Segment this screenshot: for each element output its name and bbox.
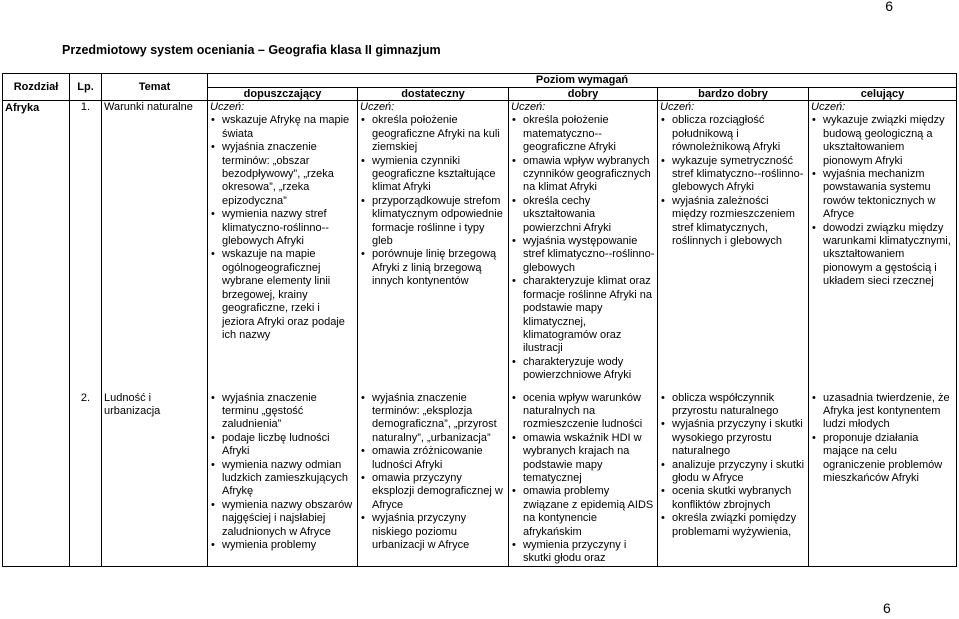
list-item: • wymienia nazwy stref klimatyczno-roślinno--glebowych Afryki [210,208,355,248]
cell-lp: 2. [70,385,102,567]
list-item: • wyjaśnia przyczyny niskiego poziomu urbanizacji w Afryce [360,512,506,552]
header-poziom-wymagan: Poziom wymagań [208,74,957,88]
requirements-table [2,73,957,567]
header-level-bardzo-dobry: bardzo dobry [658,87,809,101]
requirement-list [210,392,355,553]
requirement-list [660,114,806,248]
student-label: Uczeń: [210,101,245,113]
list-item: • wymienia problemy [210,539,355,552]
list-item: • przyporządkowuje strefom klimatycznym odpowiednie formacje roślinne i typy gleb [360,195,506,249]
list-item: • omawia zróżnicowanie ludności Afryki [360,445,506,472]
table-row [3,101,957,385]
requirement-list [360,392,506,553]
list-item: • określa położenie geograficzne Afryki na kuli ziemskiej [360,114,506,154]
list-item: • oblicza rozciągłość południkową i równoleżnikową Afryki [660,114,806,154]
student-label: Uczeń: [660,101,695,113]
list-item: • omawia wpływ wybranych czynników geograficznych na klimat Afryki [511,155,655,195]
header-level-dopuszczajacy: dopuszczający [208,87,358,101]
header-level-celujacy: celujący [809,87,957,101]
cell-rozdzial [3,385,70,567]
list-item: • charakteryzuje wody powierzchniowe Afryki [511,356,655,383]
student-label: Uczeń: [811,101,846,113]
cell-temat: Warunki naturalne [102,101,208,385]
student-label: Uczeń: [360,101,395,113]
cell-bardzo-dobry [658,385,809,567]
requirement-list [660,392,806,539]
cell-dostateczny [358,101,509,385]
list-item: • oblicza współczynnik przyrostu naturalnego [660,392,806,419]
list-item: • wymienia czynniki geograficzne kształtujące klimat Afryki [360,155,506,195]
requirement-list [511,114,655,382]
list-item: • porównuje linię brzegową Afryki z linią brzegową innych kontynentów [360,248,506,288]
list-item: • wyjaśnia przyczyny i skutki wysokiego przyrostu naturalnego [660,418,806,458]
cell-dopuszczajacy [208,385,358,567]
requirement-list [811,392,954,486]
list-item: • podaje liczbę ludności Afryki [210,432,355,459]
list-item: • uzasadnia twierdzenie, że Afryka jest kontynentem ludzi młodych [811,392,954,432]
list-item: • ocenia wpływ warunków naturalnych na rozmieszczenie ludności [511,392,655,432]
list-item: • wymienia nazwy obszarów najgęściej i najsłabiej zaludnionych w Afryce [210,499,355,539]
list-item: • analizuje przyczyny i skutki głodu w Afryce [660,459,806,486]
cell-dopuszczajacy [208,101,358,385]
document-title: Przedmiotowy system oceniania – Geografia klasa II gimnazjum [62,43,441,57]
list-item: • wyjaśnia znaczenie terminów: „eksplozja demograficzna”, „przyrost naturalny”, „urbanizacja” [360,392,506,446]
cell-dobry [509,385,658,567]
requirement-list [811,114,954,288]
header-temat: Temat [102,74,208,101]
cell-celujacy [809,101,957,385]
list-item: • ocenia skutki wybranych konfliktów zbrojnych [660,485,806,512]
list-item: • określa położenie matematyczno--geograficzne Afryki [511,114,655,154]
list-item: • omawia problemy związane z epidemią AIDS na kontynencie afrykańskim [511,485,655,539]
list-item: • wyjaśnia znaczenie terminu „gęstość zaludnienia” [210,392,355,432]
cell-dostateczny [358,385,509,567]
requirement-list [210,114,355,342]
page-number-top: 6 [885,0,893,14]
list-item: • dowodzi związku między warunkami klimatycznymi, ukształtowaniem pionowym a gęstością i układem sieci rzecznej [811,222,954,289]
header-level-dostateczny: dostateczny [358,87,509,101]
list-item: • wymienia przyczyny i skutki głodu oraz [511,539,655,566]
list-item: • proponuje działania mające na celu ograniczenie problemów mieszkańców Afryki [811,432,954,486]
cell-rozdzial: Afryka [3,101,70,385]
list-item: • wyjaśnia mechanizm powstawania systemu rowów tektonicznych w Afryce [811,168,954,222]
list-item: • określa cechy ukształtowania powierzchni Afryki [511,195,655,235]
cell-dobry [509,101,658,385]
list-item: • wyjaśnia znaczenie terminów: „obszar bezodpływowy”, „rzeka okresowa”, „rzeka epizodyczna” [210,141,355,208]
list-item: • wyjaśnia występowanie stref klimatyczno--roślinno-glebowych [511,235,655,275]
table-row [3,385,957,567]
list-item: • określa związki pomiędzy problemami wyżywienia, [660,512,806,539]
requirement-list [360,114,506,288]
page-number-bottom: 6 [883,600,891,616]
list-item: • charakteryzuje klimat oraz formacje roślinne Afryki na podstawie mapy klimatycznej, klimatogramów oraz ilustracji [511,275,655,355]
list-item: • omawia przyczyny eksplozji demograficznej w Afryce [360,472,506,512]
list-item: • wykazuje symetryczność stref klimatyczno--roślinno-glebowych Afryki [660,155,806,195]
list-item: • omawia wskaźnik HDI w wybranych krajach na podstawie mapy tematycznej [511,432,655,486]
student-label: Uczeń: [511,101,546,113]
list-item: • wskazuje Afrykę na mapie świata [210,114,355,141]
list-item: • wymienia nazwy odmian ludzkich zamieszkujących Afrykę [210,459,355,499]
list-item: • wskazuje na mapie ogólnogeograficznej wybrane elementy linii brzegowej, krainy geograficzne, rzeki i jeziora Afryki oraz podaje ich nazwy [210,248,355,342]
cell-temat: Ludność i urbanizacja [102,385,208,567]
cell-bardzo-dobry [658,101,809,385]
cell-celujacy [809,385,957,567]
header-lp: Lp. [70,74,102,101]
list-item: • wykazuje związki między budową geologiczną a ukształtowaniem pionowym Afryki [811,114,954,168]
header-level-dobry: dobry [509,87,658,101]
list-item: • wyjaśnia zależności między rozmieszczeniem stref klimatycznych, roślinnych i glebowych [660,195,806,249]
header-rozdzial: Rozdział [3,74,70,101]
cell-lp: 1. [70,101,102,385]
requirement-list [511,392,655,566]
